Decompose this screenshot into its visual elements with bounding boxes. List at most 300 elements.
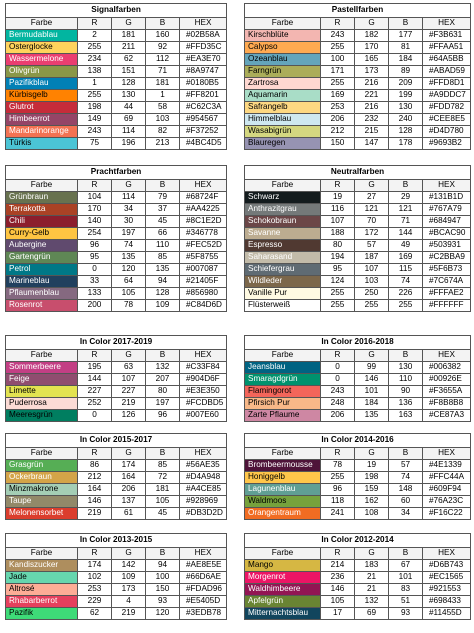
blue-value-cell: 72 bbox=[146, 472, 180, 484]
red-value-cell: 198 bbox=[78, 102, 112, 114]
blue-value-cell: 103 bbox=[146, 114, 180, 126]
table-row bbox=[6, 398, 227, 410]
red-value-cell: 104 bbox=[78, 192, 112, 204]
table-row bbox=[6, 126, 227, 138]
column-header-hex: HEX bbox=[423, 180, 471, 192]
blue-value-cell: 163 bbox=[389, 410, 423, 422]
blue-value-cell: 51 bbox=[389, 596, 423, 608]
green-value-cell: 27 bbox=[355, 192, 389, 204]
table-row bbox=[245, 374, 471, 386]
table-row bbox=[6, 138, 227, 150]
column-header-hex: HEX bbox=[180, 180, 227, 192]
hex-value-cell: #FFFAE2 bbox=[423, 288, 471, 300]
table-row bbox=[6, 596, 227, 608]
red-value-cell: 144 bbox=[78, 374, 112, 386]
color-name-cell: Lagunenblau bbox=[245, 484, 321, 496]
hex-value-cell: #006382 bbox=[423, 362, 471, 374]
blue-value-cell: 79 bbox=[146, 192, 180, 204]
blue-value-cell: 181 bbox=[146, 78, 180, 90]
red-value-cell: 146 bbox=[78, 496, 112, 508]
column-header-farbe: Farbe bbox=[245, 180, 321, 192]
green-value-cell: 107 bbox=[355, 264, 389, 276]
color-name-cell: Limette bbox=[6, 386, 78, 398]
red-value-cell: 243 bbox=[321, 386, 355, 398]
table-title: In Color 2012-2014 bbox=[245, 534, 471, 548]
blue-value-cell: 49 bbox=[389, 240, 423, 252]
color-name-cell: Meeresgrün bbox=[6, 410, 78, 422]
color-name-cell: Jade bbox=[6, 572, 78, 584]
table-row bbox=[6, 114, 227, 126]
column-header-b: B bbox=[389, 180, 423, 192]
green-value-cell: 170 bbox=[355, 42, 389, 54]
table-row bbox=[6, 472, 227, 484]
green-value-cell: 216 bbox=[355, 78, 389, 90]
red-value-cell: 243 bbox=[78, 126, 112, 138]
blue-value-cell: 209 bbox=[389, 78, 423, 90]
red-value-cell: 2 bbox=[78, 30, 112, 42]
red-value-cell: 95 bbox=[78, 252, 112, 264]
blue-value-cell: 110 bbox=[146, 240, 180, 252]
color-name-cell: Mandarinorange bbox=[6, 126, 78, 138]
green-value-cell: 132 bbox=[355, 596, 389, 608]
green-value-cell: 63 bbox=[112, 362, 146, 374]
hex-value-cell: #64A5BB bbox=[423, 54, 471, 66]
table-row bbox=[6, 216, 227, 228]
hex-value-cell: #AA4225 bbox=[180, 204, 227, 216]
green-value-cell: 69 bbox=[355, 608, 389, 620]
color-name-cell: Zarte Pflaume bbox=[245, 410, 321, 422]
red-value-cell: 0 bbox=[78, 410, 112, 422]
color-name-cell: Glutrot bbox=[6, 102, 78, 114]
blue-value-cell: 128 bbox=[146, 288, 180, 300]
table-row bbox=[6, 496, 227, 508]
blue-value-cell: 184 bbox=[389, 54, 423, 66]
blue-value-cell: 197 bbox=[146, 398, 180, 410]
red-value-cell: 80 bbox=[321, 240, 355, 252]
color-name-cell: Calypso bbox=[245, 42, 321, 54]
hex-value-cell: #C33F84 bbox=[180, 362, 227, 374]
table-title: In Color 2016-2018 bbox=[245, 336, 471, 350]
red-value-cell: 243 bbox=[321, 30, 355, 42]
green-value-cell: 130 bbox=[112, 90, 146, 102]
red-value-cell: 164 bbox=[78, 484, 112, 496]
green-value-cell: 147 bbox=[355, 138, 389, 150]
hex-value-cell: #FEC52D bbox=[180, 240, 227, 252]
blue-value-cell: 132 bbox=[146, 362, 180, 374]
hex-value-cell: #7C674A bbox=[423, 276, 471, 288]
green-value-cell: 211 bbox=[112, 42, 146, 54]
hex-value-cell: #928969 bbox=[180, 496, 227, 508]
hex-value-cell: #C2BBA9 bbox=[423, 252, 471, 264]
hex-value-cell: #007087 bbox=[180, 264, 227, 276]
hex-value-cell: #BCAC90 bbox=[423, 228, 471, 240]
hex-value-cell: #FFFFFF bbox=[423, 300, 471, 312]
color-name-cell: Bermudablau bbox=[6, 30, 78, 42]
green-value-cell: 255 bbox=[355, 300, 389, 312]
table-header-row bbox=[245, 448, 471, 460]
table-row bbox=[6, 30, 227, 42]
red-value-cell: 150 bbox=[321, 138, 355, 150]
table-title: Neutralfarben bbox=[245, 166, 471, 180]
red-value-cell: 78 bbox=[321, 460, 355, 472]
color-name-cell: Vanille Pur bbox=[245, 288, 321, 300]
column-header-hex: HEX bbox=[423, 548, 471, 560]
hex-value-cell: #503931 bbox=[423, 240, 471, 252]
color-name-cell: Wildleder bbox=[245, 276, 321, 288]
red-value-cell: 188 bbox=[321, 228, 355, 240]
hex-value-cell: #F3655A bbox=[423, 386, 471, 398]
hex-value-cell: #767A79 bbox=[423, 204, 471, 216]
color-name-cell: Türkis bbox=[6, 138, 78, 150]
blue-value-cell: 130 bbox=[389, 102, 423, 114]
green-value-cell: 173 bbox=[355, 66, 389, 78]
red-value-cell: 33 bbox=[78, 276, 112, 288]
blue-value-cell: 81 bbox=[389, 42, 423, 54]
green-value-cell: 34 bbox=[112, 204, 146, 216]
column-header-g: G bbox=[355, 448, 389, 460]
red-value-cell: 1 bbox=[78, 78, 112, 90]
green-value-cell: 137 bbox=[112, 496, 146, 508]
column-header-hex: HEX bbox=[423, 350, 471, 362]
column-header-farbe: Farbe bbox=[245, 548, 321, 560]
table-title: In Color 2013-2015 bbox=[6, 534, 227, 548]
hex-value-cell: #5F8755 bbox=[180, 252, 227, 264]
blue-value-cell: 57 bbox=[389, 460, 423, 472]
table-row bbox=[245, 572, 471, 584]
hex-value-cell: #921553 bbox=[423, 584, 471, 596]
green-value-cell: 70 bbox=[355, 216, 389, 228]
table-row bbox=[245, 126, 471, 138]
blue-value-cell: 115 bbox=[389, 264, 423, 276]
green-value-cell: 121 bbox=[355, 204, 389, 216]
green-value-cell: 128 bbox=[112, 78, 146, 90]
hex-value-cell: #00926E bbox=[423, 374, 471, 386]
hex-value-cell: #F8B8B8 bbox=[423, 398, 471, 410]
green-value-cell: 99 bbox=[355, 362, 389, 374]
hex-value-cell: #D4A948 bbox=[180, 472, 227, 484]
hex-value-cell: #A9DDC7 bbox=[423, 90, 471, 102]
table-row bbox=[6, 276, 227, 288]
table-row bbox=[6, 460, 227, 472]
red-value-cell: 62 bbox=[78, 608, 112, 620]
green-value-cell: 114 bbox=[112, 192, 146, 204]
table-row bbox=[6, 410, 227, 422]
blue-value-cell: 58 bbox=[146, 102, 180, 114]
green-value-cell: 4 bbox=[112, 596, 146, 608]
table-header-row bbox=[245, 18, 471, 30]
hex-value-cell: #131B1D bbox=[423, 192, 471, 204]
hex-value-cell: #CEE8E5 bbox=[423, 114, 471, 126]
table-row bbox=[6, 484, 227, 496]
table-row bbox=[245, 596, 471, 608]
blue-value-cell: 92 bbox=[146, 42, 180, 54]
green-value-cell: 197 bbox=[112, 228, 146, 240]
green-value-cell: 120 bbox=[112, 264, 146, 276]
blue-value-cell: 90 bbox=[389, 386, 423, 398]
table-row bbox=[6, 508, 227, 520]
blue-value-cell: 105 bbox=[146, 496, 180, 508]
blue-value-cell: 82 bbox=[146, 126, 180, 138]
table-row bbox=[6, 90, 227, 102]
blue-value-cell: 37 bbox=[146, 204, 180, 216]
table-row bbox=[245, 228, 471, 240]
green-value-cell: 219 bbox=[112, 398, 146, 410]
table-row bbox=[245, 90, 471, 102]
table-title: Prachtfarben bbox=[6, 166, 227, 180]
table-header-row bbox=[245, 350, 471, 362]
table-row bbox=[245, 300, 471, 312]
color-name-cell: Pflaumenblau bbox=[6, 288, 78, 300]
color-name-cell: Flamingorot bbox=[245, 386, 321, 398]
color-name-cell: Melonensorbet bbox=[6, 508, 78, 520]
red-value-cell: 255 bbox=[78, 42, 112, 54]
table-row bbox=[6, 66, 227, 78]
column-header-farbe: Farbe bbox=[6, 180, 78, 192]
table-row bbox=[245, 362, 471, 374]
hex-value-cell: #D6B743 bbox=[423, 560, 471, 572]
table-row bbox=[245, 608, 471, 620]
hex-value-cell: #D4D780 bbox=[423, 126, 471, 138]
red-value-cell: 229 bbox=[78, 596, 112, 608]
color-name-cell: Wassermelone bbox=[6, 54, 78, 66]
blue-value-cell: 71 bbox=[389, 216, 423, 228]
blue-value-cell: 94 bbox=[146, 560, 180, 572]
column-header-g: G bbox=[112, 350, 146, 362]
color-name-cell: Chili bbox=[6, 216, 78, 228]
color-name-cell: Rosenrot bbox=[6, 300, 78, 312]
red-value-cell: 248 bbox=[321, 398, 355, 410]
green-value-cell: 21 bbox=[355, 572, 389, 584]
hex-value-cell: #F37252 bbox=[180, 126, 227, 138]
green-value-cell: 219 bbox=[112, 608, 146, 620]
hex-value-cell: #C62C3A bbox=[180, 102, 227, 114]
blue-value-cell: 80 bbox=[146, 386, 180, 398]
color-name-cell: Osterglocke bbox=[6, 42, 78, 54]
blue-value-cell: 112 bbox=[146, 54, 180, 66]
green-value-cell: 103 bbox=[355, 276, 389, 288]
green-value-cell: 101 bbox=[355, 386, 389, 398]
color-name-cell: Flüsterweiß bbox=[245, 300, 321, 312]
blue-value-cell: 85 bbox=[146, 252, 180, 264]
hex-value-cell: #76A23C bbox=[423, 496, 471, 508]
color-name-cell: Minzmakrone bbox=[6, 484, 78, 496]
column-header-g: G bbox=[112, 548, 146, 560]
red-value-cell: 102 bbox=[78, 572, 112, 584]
color-table-in-color-2014-2016 bbox=[244, 433, 471, 520]
color-name-cell: Aubergine bbox=[6, 240, 78, 252]
green-value-cell: 44 bbox=[112, 102, 146, 114]
green-value-cell: 164 bbox=[112, 472, 146, 484]
hex-value-cell: #5F6B73 bbox=[423, 264, 471, 276]
blue-value-cell: 213 bbox=[146, 138, 180, 150]
red-value-cell: 95 bbox=[321, 264, 355, 276]
color-name-cell: Waldhimbeere bbox=[245, 584, 321, 596]
red-value-cell: 227 bbox=[78, 386, 112, 398]
column-header-b: B bbox=[146, 350, 180, 362]
blue-value-cell: 240 bbox=[389, 114, 423, 126]
table-header-row bbox=[6, 18, 227, 30]
color-name-cell: Brombeermousse bbox=[245, 460, 321, 472]
blue-value-cell: 148 bbox=[389, 484, 423, 496]
table-row bbox=[6, 572, 227, 584]
table-row bbox=[245, 560, 471, 572]
green-value-cell: 61 bbox=[112, 508, 146, 520]
table-row bbox=[6, 374, 227, 386]
column-header-g: G bbox=[112, 448, 146, 460]
color-name-cell: Kandiszucker bbox=[6, 560, 78, 572]
hex-value-cell: #FDAD96 bbox=[180, 584, 227, 596]
column-header-farbe: Farbe bbox=[245, 18, 321, 30]
table-row bbox=[6, 204, 227, 216]
green-value-cell: 181 bbox=[112, 30, 146, 42]
table-title: Pastellfarben bbox=[245, 4, 471, 18]
hex-value-cell: #FFC44A bbox=[423, 472, 471, 484]
table-header-row bbox=[6, 180, 227, 192]
color-name-cell: Curry-Gelb bbox=[6, 228, 78, 240]
color-name-cell: Wasabigrün bbox=[245, 126, 321, 138]
red-value-cell: 107 bbox=[321, 216, 355, 228]
blue-value-cell: 101 bbox=[389, 572, 423, 584]
column-header-hex: HEX bbox=[180, 18, 227, 30]
column-header-farbe: Farbe bbox=[6, 448, 78, 460]
blue-value-cell: 45 bbox=[146, 216, 180, 228]
hex-value-cell: #68724F bbox=[180, 192, 227, 204]
blue-value-cell: 1 bbox=[146, 90, 180, 102]
table-row bbox=[245, 398, 471, 410]
green-value-cell: 64 bbox=[112, 276, 146, 288]
color-name-cell: Apfelgrün bbox=[245, 596, 321, 608]
table-row bbox=[6, 240, 227, 252]
color-name-cell: Terrakotta bbox=[6, 204, 78, 216]
color-name-cell: Puderrosa bbox=[6, 398, 78, 410]
red-value-cell: 200 bbox=[78, 300, 112, 312]
table-row bbox=[245, 102, 471, 114]
table-row bbox=[245, 410, 471, 422]
table-header-row bbox=[6, 448, 227, 460]
table-row bbox=[245, 472, 471, 484]
table-row bbox=[6, 288, 227, 300]
table-row bbox=[6, 54, 227, 66]
color-name-cell: Orangentraum bbox=[245, 508, 321, 520]
table-title: In Color 2015-2017 bbox=[6, 434, 227, 448]
red-value-cell: 140 bbox=[78, 216, 112, 228]
red-value-cell: 171 bbox=[321, 66, 355, 78]
table-row bbox=[245, 584, 471, 596]
blue-value-cell: 29 bbox=[389, 192, 423, 204]
blue-value-cell: 150 bbox=[146, 584, 180, 596]
table-row bbox=[6, 192, 227, 204]
blue-value-cell: 83 bbox=[389, 584, 423, 596]
table-row bbox=[245, 78, 471, 90]
hex-value-cell: #4E1339 bbox=[423, 460, 471, 472]
red-value-cell: 0 bbox=[321, 374, 355, 386]
column-header-b: B bbox=[146, 448, 180, 460]
blue-value-cell: 130 bbox=[389, 362, 423, 374]
color-name-cell: Grasgrün bbox=[6, 460, 78, 472]
red-value-cell: 149 bbox=[78, 114, 112, 126]
hex-value-cell: #F16C22 bbox=[423, 508, 471, 520]
green-value-cell: 105 bbox=[112, 288, 146, 300]
red-value-cell: 75 bbox=[78, 138, 112, 150]
column-header-r: R bbox=[78, 350, 112, 362]
color-name-cell: Kürbisgelb bbox=[6, 90, 78, 102]
blue-value-cell: 120 bbox=[146, 608, 180, 620]
green-value-cell: 142 bbox=[112, 560, 146, 572]
red-value-cell: 219 bbox=[78, 508, 112, 520]
table-row bbox=[245, 54, 471, 66]
column-header-b: B bbox=[389, 350, 423, 362]
green-value-cell: 187 bbox=[355, 252, 389, 264]
green-value-cell: 57 bbox=[355, 240, 389, 252]
color-name-cell: Altrosé bbox=[6, 584, 78, 596]
color-name-cell: Himmelblau bbox=[245, 114, 321, 126]
blue-value-cell: 93 bbox=[389, 608, 423, 620]
green-value-cell: 232 bbox=[355, 114, 389, 126]
hex-value-cell: #FFD35C bbox=[180, 42, 227, 54]
color-name-cell: Schwarz bbox=[245, 192, 321, 204]
table-title: In Color 2017-2019 bbox=[6, 336, 227, 350]
color-name-cell: Waldmoos bbox=[245, 496, 321, 508]
red-value-cell: 146 bbox=[321, 584, 355, 596]
blue-value-cell: 207 bbox=[146, 374, 180, 386]
table-header-row bbox=[6, 350, 227, 362]
color-name-cell: Jeansblau bbox=[245, 362, 321, 374]
column-header-r: R bbox=[78, 548, 112, 560]
table-row bbox=[6, 264, 227, 276]
table-row bbox=[6, 228, 227, 240]
table-row bbox=[245, 484, 471, 496]
color-table-signalfarben bbox=[5, 3, 227, 150]
red-value-cell: 241 bbox=[321, 508, 355, 520]
table-row bbox=[6, 362, 227, 374]
hex-value-cell: #ABAD59 bbox=[423, 66, 471, 78]
green-value-cell: 165 bbox=[355, 54, 389, 66]
column-header-b: B bbox=[389, 548, 423, 560]
color-name-cell: Schokobraun bbox=[245, 216, 321, 228]
color-name-cell: Morgenrot bbox=[245, 572, 321, 584]
color-name-cell: Honiggelb bbox=[245, 472, 321, 484]
red-value-cell: 96 bbox=[321, 484, 355, 496]
column-header-r: R bbox=[321, 350, 355, 362]
color-name-cell: Himbeerrot bbox=[6, 114, 78, 126]
green-value-cell: 184 bbox=[355, 398, 389, 410]
blue-value-cell: 110 bbox=[389, 374, 423, 386]
color-name-cell: Grünbraun bbox=[6, 192, 78, 204]
green-value-cell: 183 bbox=[355, 560, 389, 572]
blue-value-cell: 144 bbox=[389, 228, 423, 240]
blue-value-cell: 199 bbox=[389, 90, 423, 102]
blue-value-cell: 121 bbox=[389, 204, 423, 216]
hex-value-cell: #21405F bbox=[180, 276, 227, 288]
table-row bbox=[245, 30, 471, 42]
red-value-cell: 254 bbox=[78, 228, 112, 240]
blue-value-cell: 71 bbox=[146, 66, 180, 78]
green-value-cell: 69 bbox=[112, 114, 146, 126]
color-name-cell: Blauregen bbox=[245, 138, 321, 150]
hex-value-cell: #007E60 bbox=[180, 410, 227, 422]
table-header-row bbox=[6, 548, 227, 560]
red-value-cell: 255 bbox=[321, 300, 355, 312]
hex-value-cell: #8C1E2D bbox=[180, 216, 227, 228]
red-value-cell: 105 bbox=[321, 596, 355, 608]
color-name-cell: Olivgrün bbox=[6, 66, 78, 78]
color-name-cell: Mitternachtsblau bbox=[245, 608, 321, 620]
red-value-cell: 174 bbox=[78, 560, 112, 572]
hex-value-cell: #609F94 bbox=[423, 484, 471, 496]
blue-value-cell: 74 bbox=[389, 276, 423, 288]
green-value-cell: 221 bbox=[355, 90, 389, 102]
color-table-prachtfarben bbox=[5, 165, 227, 312]
